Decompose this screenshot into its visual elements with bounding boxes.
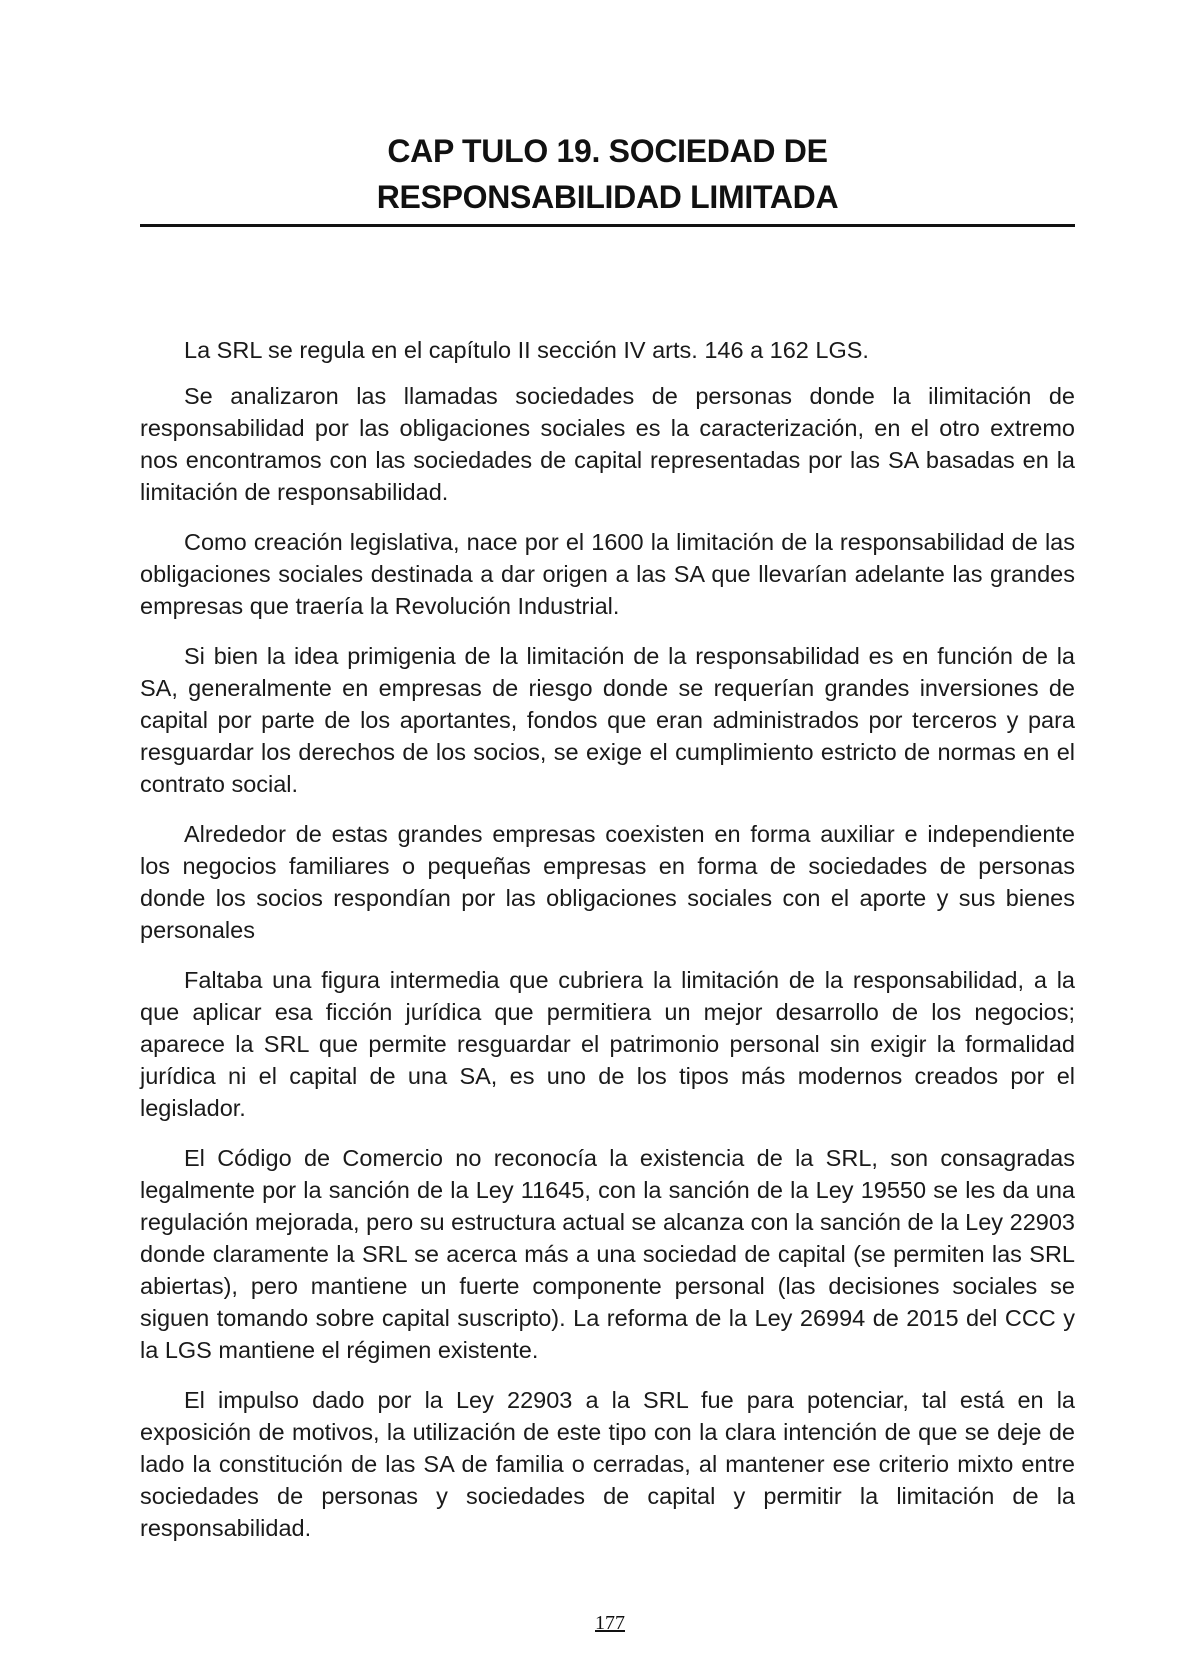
chapter-title-line-1: CAP TULO 19. SOCIEDAD DE [387,133,828,169]
paragraph-5: Alrededor de estas grandes empresas coexisten en forma auxiliar e independiente los negocios familiares o pequeñas empresas en forma de sociedades de personas donde los socios respondían por las obligaciones sociales con el aporte y sus bienes personales [140,821,1075,943]
title-underline-rule [140,224,1075,227]
chapter-title [140,128,1075,220]
body-text [140,334,1075,1562]
paragraph-4: Si bien la idea primigenia de la limitación de la responsabilidad es en función de la SA, generalmente en empresas de riesgo donde se requerían grandes inversiones de capital por parte de los aportantes, fondos que eran administrados por terceros y para resguardar los derechos de los socios, se exige el cumplimiento estricto de normas en el contrato social. [140,643,1075,797]
paragraph-2: Se analizaron las llamadas sociedades de personas donde la ilimitación de responsabilidad por las obligaciones sociales es la caracterización, en el otro extremo nos encontramos con las sociedades de capital representadas por las SA basadas en la limitación de responsabilidad. [140,383,1075,505]
paragraph-3: Como creación legislativa, nace por el 1600 la limitación de la responsabilidad de las obligaciones sociales destinada a dar origen a las SA que llevarían adelante las grandes empresas que traería la Revolución Industrial. [140,529,1075,619]
paragraph-1: La SRL se regula en el capítulo II sección IV arts. 146 a 162 LGS. [184,337,869,363]
paragraph-8: El impulso dado por la Ley 22903 a la SRL fue para potenciar, tal está en la exposición de motivos, la utilización de este tipo con la clara intención de que se deje de lado la constitución de las SA de familia o cerradas, al mantener ese criterio mixto entre sociedades de personas y sociedades de capital y permitir la limitación de la responsabilidad. [140,1387,1075,1541]
paragraph-7: El Código de Comercio no reconocía la existencia de la SRL, son consagradas legalmente por la sanción de la Ley 11645, con la sanción de la Ley 19550 se les da una regulación mejorada, pero su estructura actual se alcanza con la sanción de la Ley 22903 donde claramente la SRL se acerca más a una sociedad de capital (se permiten las SRL abiertas), pero mantiene un fuerte componente personal (las decisiones sociales se siguen tomando sobre capital suscripto). La reforma de la Ley 26994 de 2015 del CCC y la LGS mantiene el régimen existente. [140,1145,1075,1363]
paragraph-6: Faltaba una figura intermedia que cubriera la limitación de la responsabilidad, a la que aplicar esa ficción jurídica que permitiera un mejor desarrollo de los negocios; aparece la SRL que permite resguardar el patrimonio personal sin exigir la formalidad jurídica ni el capital de una SA, es uno de los tipos más modernos creados por el legislador. [140,967,1075,1121]
chapter-title-line-2: RESPONSABILIDAD LIMITADA [376,179,839,215]
page-number: 177 [595,1612,625,1634]
